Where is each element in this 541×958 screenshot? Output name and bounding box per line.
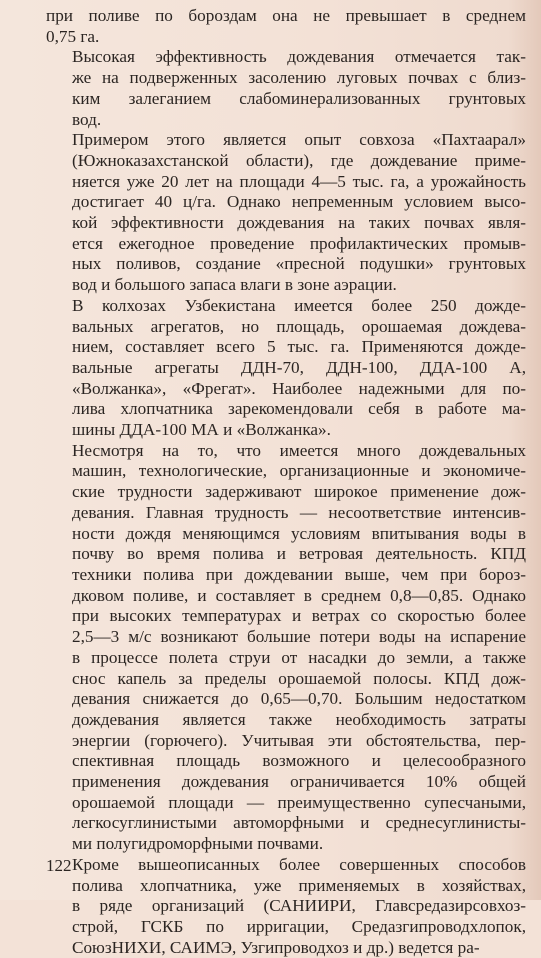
text-line: машин, технологические, организационные и экономиче- — [72, 461, 526, 481]
text-line: спективная площадь возможного и целесообразного — [72, 751, 526, 771]
text-line: «Волжанка», «Фрегат». Наиболее надежными для по- — [72, 378, 526, 398]
text-line: девания снижается до 0,65—0,70. Большим недостатком — [72, 689, 526, 709]
text-line: Кроме вышеописанных более совершенных способов — [72, 854, 526, 874]
text-line: достигает 40 ц/га. Однако непременным условием высо- — [72, 192, 526, 212]
text-line: Примером этого является опыт совхоза «Пахтаарал» — [72, 130, 526, 150]
text-line: ким залеганием слабоминерализованных грунтовых — [72, 88, 526, 108]
text-line: при поливе по бороздам она не превышает в среднем — [46, 6, 526, 25]
text-line: применения дождевания ограничивается 10% общей — [72, 772, 526, 792]
body-text — [46, 6, 526, 958]
text-line: ности дождя меняющимся условиям впитывания воды в — [72, 523, 526, 543]
text-line: энергии (горючего). Учитывая эти обстоятельства, пер- — [72, 730, 526, 750]
text-line: строй, ГСКБ по ирригации, Средазгипроводхлопок, — [72, 916, 526, 936]
text-line: ские трудности задерживают широкое применение дож- — [72, 482, 526, 502]
text-line: дождевания является также необходимость затраты — [72, 709, 526, 729]
text-line: вальных агрегатов, но площадь, орошаемая дождева- — [72, 316, 526, 336]
text-line: в процессе полета струи от насадки до земли, а также — [72, 647, 526, 667]
text-line: кой эффективности дождевания на таких почвах явля- — [72, 213, 526, 233]
text-line: 2,5—3 м/с возникают большие потери воды на испарение — [72, 627, 526, 647]
paragraph — [46, 855, 526, 958]
text-line: ми полугидроморфными почвами. — [72, 834, 324, 854]
text-line: при высоких температурах и ветрах со скоростью более — [72, 606, 526, 626]
text-line: Высокая эффективность дождевания отмечается так- — [72, 47, 526, 67]
text-line: няется уже 20 лет на площади 4—5 тыс. га, а урожайность — [72, 171, 526, 191]
text-line: нием, составляет всего 5 тыс. га. Применяются дожде- — [72, 337, 526, 357]
text-line: же на подверженных засолению луговых почвах с близ- — [72, 68, 526, 88]
text-line: техники полива при дождевании выше, чем при бороз- — [72, 564, 526, 584]
text-line: лива хлопчатника зарекомендовали себя в работе ма- — [72, 399, 526, 419]
text-line: В колхозах Узбекистана имеется более 250 дожде- — [72, 295, 526, 315]
text-line: СоюзНИХИ, САИМЭ, Узгипроводхоз и др.) ведется ра- — [72, 937, 480, 957]
text-line: 0,75 га. — [46, 26, 100, 46]
paragraph — [46, 130, 526, 296]
text-line: в ряде организаций (САНИИРИ, Главсредазирсовхоз- — [72, 896, 526, 916]
text-line: орошаемой площади — преимущественно супесчаными, — [72, 792, 526, 812]
text-line: Несмотря на то, что имеется много дождевальных — [72, 440, 526, 460]
text-line: дковом поливе, и составляет в среднем 0,8—0,85. Однако — [72, 585, 526, 605]
text-line: легкосуглинистыми автоморфными и среднесуглинисты- — [72, 813, 526, 833]
text-line: вод. — [72, 109, 102, 129]
text-line: снос капель за пределы орошаемой полосы. КПД дож- — [72, 668, 526, 688]
text-line: полива хлопчатника, уже применяемых в хозяйствах, — [72, 875, 526, 895]
text-line: ных поливов, создание «пресной подушки» грунтовых — [72, 254, 526, 274]
paragraph — [46, 47, 526, 130]
text-line: ется ежегодное проведение профилактических промыв- — [72, 233, 526, 253]
text-line: вальные агрегаты ДДН-70, ДДН-100, ДДА-100 А, — [72, 357, 526, 377]
text-line: шины ДДА-100 МА и «Волжанка». — [72, 420, 331, 440]
text-line: вод и большого запаса влаги в зоне аэрации. — [72, 275, 397, 295]
text-line: девания. Главная трудность — несоответствие интенсив- — [72, 502, 526, 522]
text-line: почву во время полива и ветровая деятельность. КПД — [72, 544, 526, 564]
text-line: (Южноказахстанской области), где дождевание приме- — [72, 150, 526, 170]
page-number: 122 — [46, 856, 72, 875]
paragraph — [46, 6, 526, 47]
paragraph — [46, 296, 526, 441]
paragraph — [46, 441, 526, 855]
